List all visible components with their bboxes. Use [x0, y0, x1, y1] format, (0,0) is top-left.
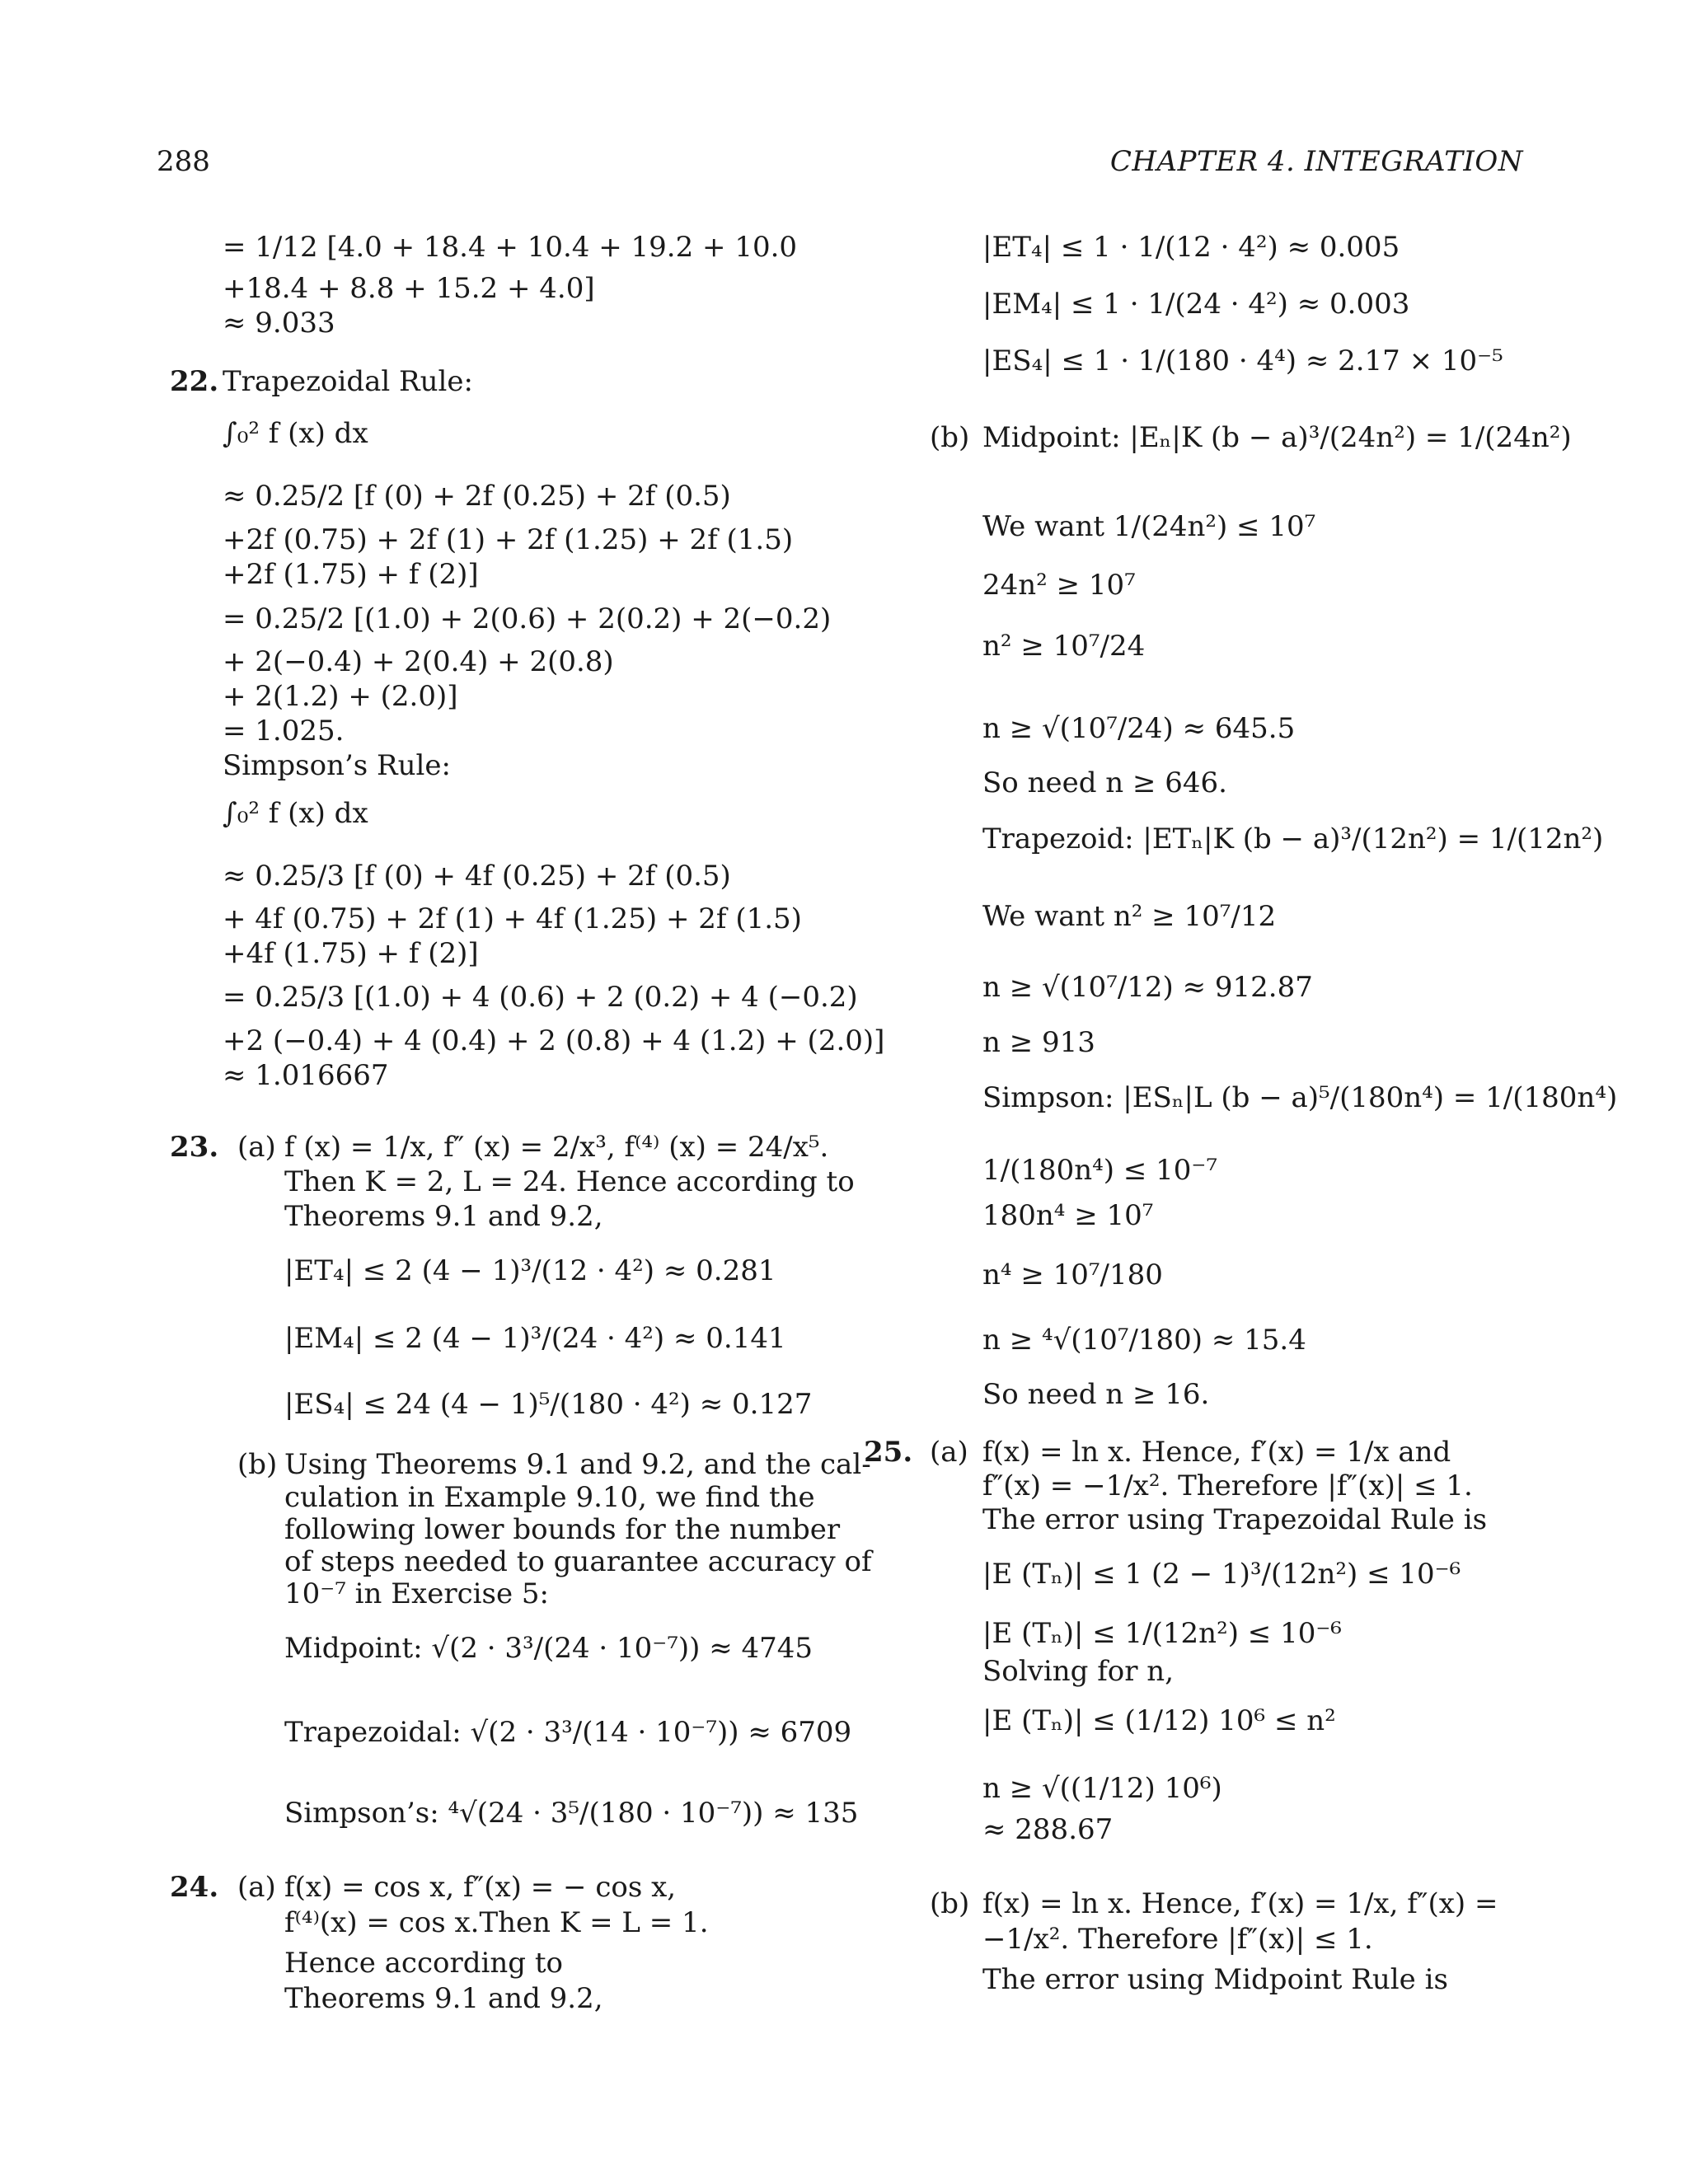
simp-line: + 4f (0.75) + 2f (1) + 4f (1.25) + 2f (1.5) — [223, 902, 802, 935]
ex24-a-line: f⁽⁴⁾(x) = cos x.Then K = L = 1. — [284, 1906, 709, 1939]
part-label: (a) — [237, 1871, 276, 1904]
ex24-b-line: n ≥ √(10⁷/12) ≈ 912.87 — [982, 971, 1313, 1004]
part-label: (b) — [930, 421, 970, 454]
simp-line: +2 (−0.4) + 4 (0.4) + 2 (0.8) + 4 (1.2) + (2.0)] — [223, 1024, 885, 1057]
ex24-b-line: We want 1/(24n²) ≤ 10⁷ — [982, 510, 1316, 543]
exercise-number-22: 22. — [170, 365, 219, 398]
ex23-a-line: Theorems 9.1 and 9.2, — [284, 1200, 603, 1233]
ex24-b-line: n ≥ 913 — [982, 1026, 1095, 1059]
exercise-number-24: 24. — [170, 1871, 219, 1904]
trap-line: + 2(−0.4) + 2(0.4) + 2(0.8) — [223, 645, 614, 678]
part-label: (a) — [930, 1436, 968, 1469]
error-bound-ET4: |ET₄| ≤ 1 · 1/(12 · 4²) ≈ 0.005 — [982, 231, 1400, 264]
ex25-a-line: f(x) = ln x. Hence, f′(x) = 1/x and — [982, 1436, 1451, 1469]
ex25-a-line: Solving for n, — [982, 1655, 1175, 1688]
midpoint-bound: Midpoint: √(2 · 3³/(24 · 10⁻⁷)) ≈ 4745 — [284, 1632, 814, 1665]
ex25-a-line: |E (Tₙ)| ≤ 1 (2 − 1)³/(12n²) ≤ 10⁻⁶ — [982, 1558, 1461, 1591]
error-bound-ES4: |ES₄| ≤ 1 · 1/(180 · 4⁴) ≈ 2.17 × 10⁻⁵ — [982, 344, 1503, 377]
ex23-b-line: 10⁻⁷ in Exercise 5: — [284, 1577, 549, 1610]
ex25-b-line: The error using Midpoint Rule is — [982, 1963, 1448, 1996]
ex24-b-line: n ≥ √(10⁷/24) ≈ 645.5 — [982, 712, 1296, 745]
ex23-b-line: culation in Example 9.10, we find the — [284, 1481, 815, 1514]
chapter-title: CHAPTER 4. INTEGRATION — [1109, 145, 1523, 178]
ex25-b-line: f(x) = ln x. Hence, f′(x) = 1/x, f″(x) = — [982, 1887, 1498, 1920]
part-label: (b) — [237, 1448, 278, 1481]
ex24-b-line: So need n ≥ 16. — [982, 1378, 1210, 1411]
trap-line: + 2(1.2) + (2.0)] — [223, 680, 458, 713]
error-bound-ES4: |ES₄| ≤ 24 (4 − 1)⁵/(180 · 4²) ≈ 0.127 — [284, 1388, 813, 1421]
ex25-a-line: ≈ 288.67 — [982, 1813, 1114, 1846]
trap-line: ≈ 0.25/2 [f (0) + 2f (0.25) + 2f (0.5) — [223, 480, 731, 513]
continuation-line: = 1/12 [4.0 + 18.4 + 10.4 + 19.2 + 10.0 — [223, 231, 798, 264]
error-bound-EM4: |EM₄| ≤ 2 (4 − 1)³/(24 · 4²) ≈ 0.141 — [284, 1322, 786, 1355]
ex24-b-line: 24n² ≥ 10⁷ — [982, 569, 1136, 602]
page-number: 288 — [157, 145, 210, 178]
simpsons-bound: Simpson’s: ⁴√(24 · 3⁵/(180 · 10⁻⁷)) ≈ 135 — [284, 1797, 859, 1830]
ex25-a-line: |E (Tₙ)| ≤ 1/(12n²) ≤ 10⁻⁶ — [982, 1617, 1342, 1650]
ex25-a-line: f″(x) = −1/x². Therefore |f″(x)| ≤ 1. — [982, 1469, 1473, 1502]
ex24-b-line: We want n² ≥ 10⁷/12 — [982, 900, 1277, 933]
ex23-a-line: f (x) = 1/x, f″ (x) = 2/x³, f⁽⁴⁾ (x) = 24/x⁵. — [284, 1131, 829, 1164]
ex24-b-line: 1/(180n⁴) ≤ 10⁻⁷ — [982, 1154, 1217, 1187]
simp-line: ≈ 1.016667 — [223, 1059, 389, 1092]
ex24-b-line: Simpson: |ESₙ|L (b − a)⁵/(180n⁴) = 1/(180n⁴) — [982, 1081, 1618, 1114]
ex24-a-line: Theorems 9.1 and 9.2, — [284, 1982, 603, 2015]
ex23-a-line: Then K = 2, L = 24. Hence according to — [284, 1165, 855, 1198]
continuation-line: +18.4 + 8.8 + 15.2 + 4.0] — [223, 272, 595, 305]
ex25-b-line: −1/x². Therefore |f″(x)| ≤ 1. — [982, 1923, 1373, 1956]
simpsons-label: Simpson’s Rule: — [223, 749, 451, 782]
ex24-a-line: f(x) = cos x, f″(x) = − cos x, — [284, 1871, 677, 1904]
trap-line: +2f (0.75) + 2f (1) + 2f (1.25) + 2f (1.5) — [223, 523, 794, 556]
ex24-b-line: n⁴ ≥ 10⁷/180 — [982, 1258, 1163, 1291]
simp-line: ≈ 0.25/3 [f (0) + 4f (0.25) + 2f (0.5) — [223, 860, 731, 893]
ex24-b-line: Trapezoid: |ETₙ|K (b − a)³/(12n²) = 1/(12n²) — [982, 823, 1604, 855]
ex25-a-line: |E (Tₙ)| ≤ (1/12) 10⁶ ≤ n² — [982, 1704, 1336, 1737]
exercise-number-23: 23. — [170, 1131, 219, 1164]
continuation-line: ≈ 9.033 — [223, 307, 335, 340]
error-bound-ET4: |ET₄| ≤ 2 (4 − 1)³/(12 · 4²) ≈ 0.281 — [284, 1254, 776, 1287]
simp-line: ∫₀² f (x) dx — [223, 797, 368, 830]
error-bound-EM4: |EM₄| ≤ 1 · 1/(24 · 4²) ≈ 0.003 — [982, 288, 1410, 321]
simp-line: +4f (1.75) + f (2)] — [223, 937, 479, 970]
ex24-b-line: n² ≥ 10⁷/24 — [982, 630, 1146, 663]
ex24-a-line: Hence according to — [284, 1947, 563, 1980]
trap-line: +2f (1.75) + f (2)] — [223, 558, 479, 591]
ex25-a-line: n ≥ √((1/12) 10⁶) — [982, 1772, 1222, 1805]
trap-line: = 1.025. — [223, 715, 345, 748]
part-label: (b) — [930, 1887, 970, 1920]
trapezoidal-label: Trapezoidal Rule: — [223, 365, 474, 398]
ex24-b-line: 180n⁴ ≥ 10⁷ — [982, 1199, 1154, 1232]
trapezoidal-bound: Trapezoidal: √(2 · 3³/(14 · 10⁻⁷)) ≈ 6709 — [284, 1716, 852, 1749]
ex24-b-line: n ≥ ⁴√(10⁷/180) ≈ 15.4 — [982, 1324, 1306, 1357]
ex23-b-line: following lower bounds for the number — [284, 1513, 841, 1546]
trap-line: ∫₀² f (x) dx — [223, 417, 368, 450]
ex23-b-line: Using Theorems 9.1 and 9.2, and the cal- — [284, 1448, 871, 1481]
ex24-b-line: Midpoint: |Eₙ|K (b − a)³/(24n²) = 1/(24n²) — [982, 421, 1572, 454]
part-label: (a) — [237, 1131, 276, 1164]
exercise-number-25: 25. — [864, 1436, 913, 1469]
ex24-b-line: So need n ≥ 646. — [982, 766, 1227, 799]
ex23-b-line: of steps needed to guarantee accuracy of — [284, 1545, 872, 1578]
simp-line: = 0.25/3 [(1.0) + 4 (0.6) + 2 (0.2) + 4 (−0.2) — [223, 981, 858, 1014]
ex25-a-line: The error using Trapezoidal Rule is — [982, 1503, 1488, 1536]
trap-line: = 0.25/2 [(1.0) + 2(0.6) + 2(0.2) + 2(−0.2) — [223, 602, 832, 635]
